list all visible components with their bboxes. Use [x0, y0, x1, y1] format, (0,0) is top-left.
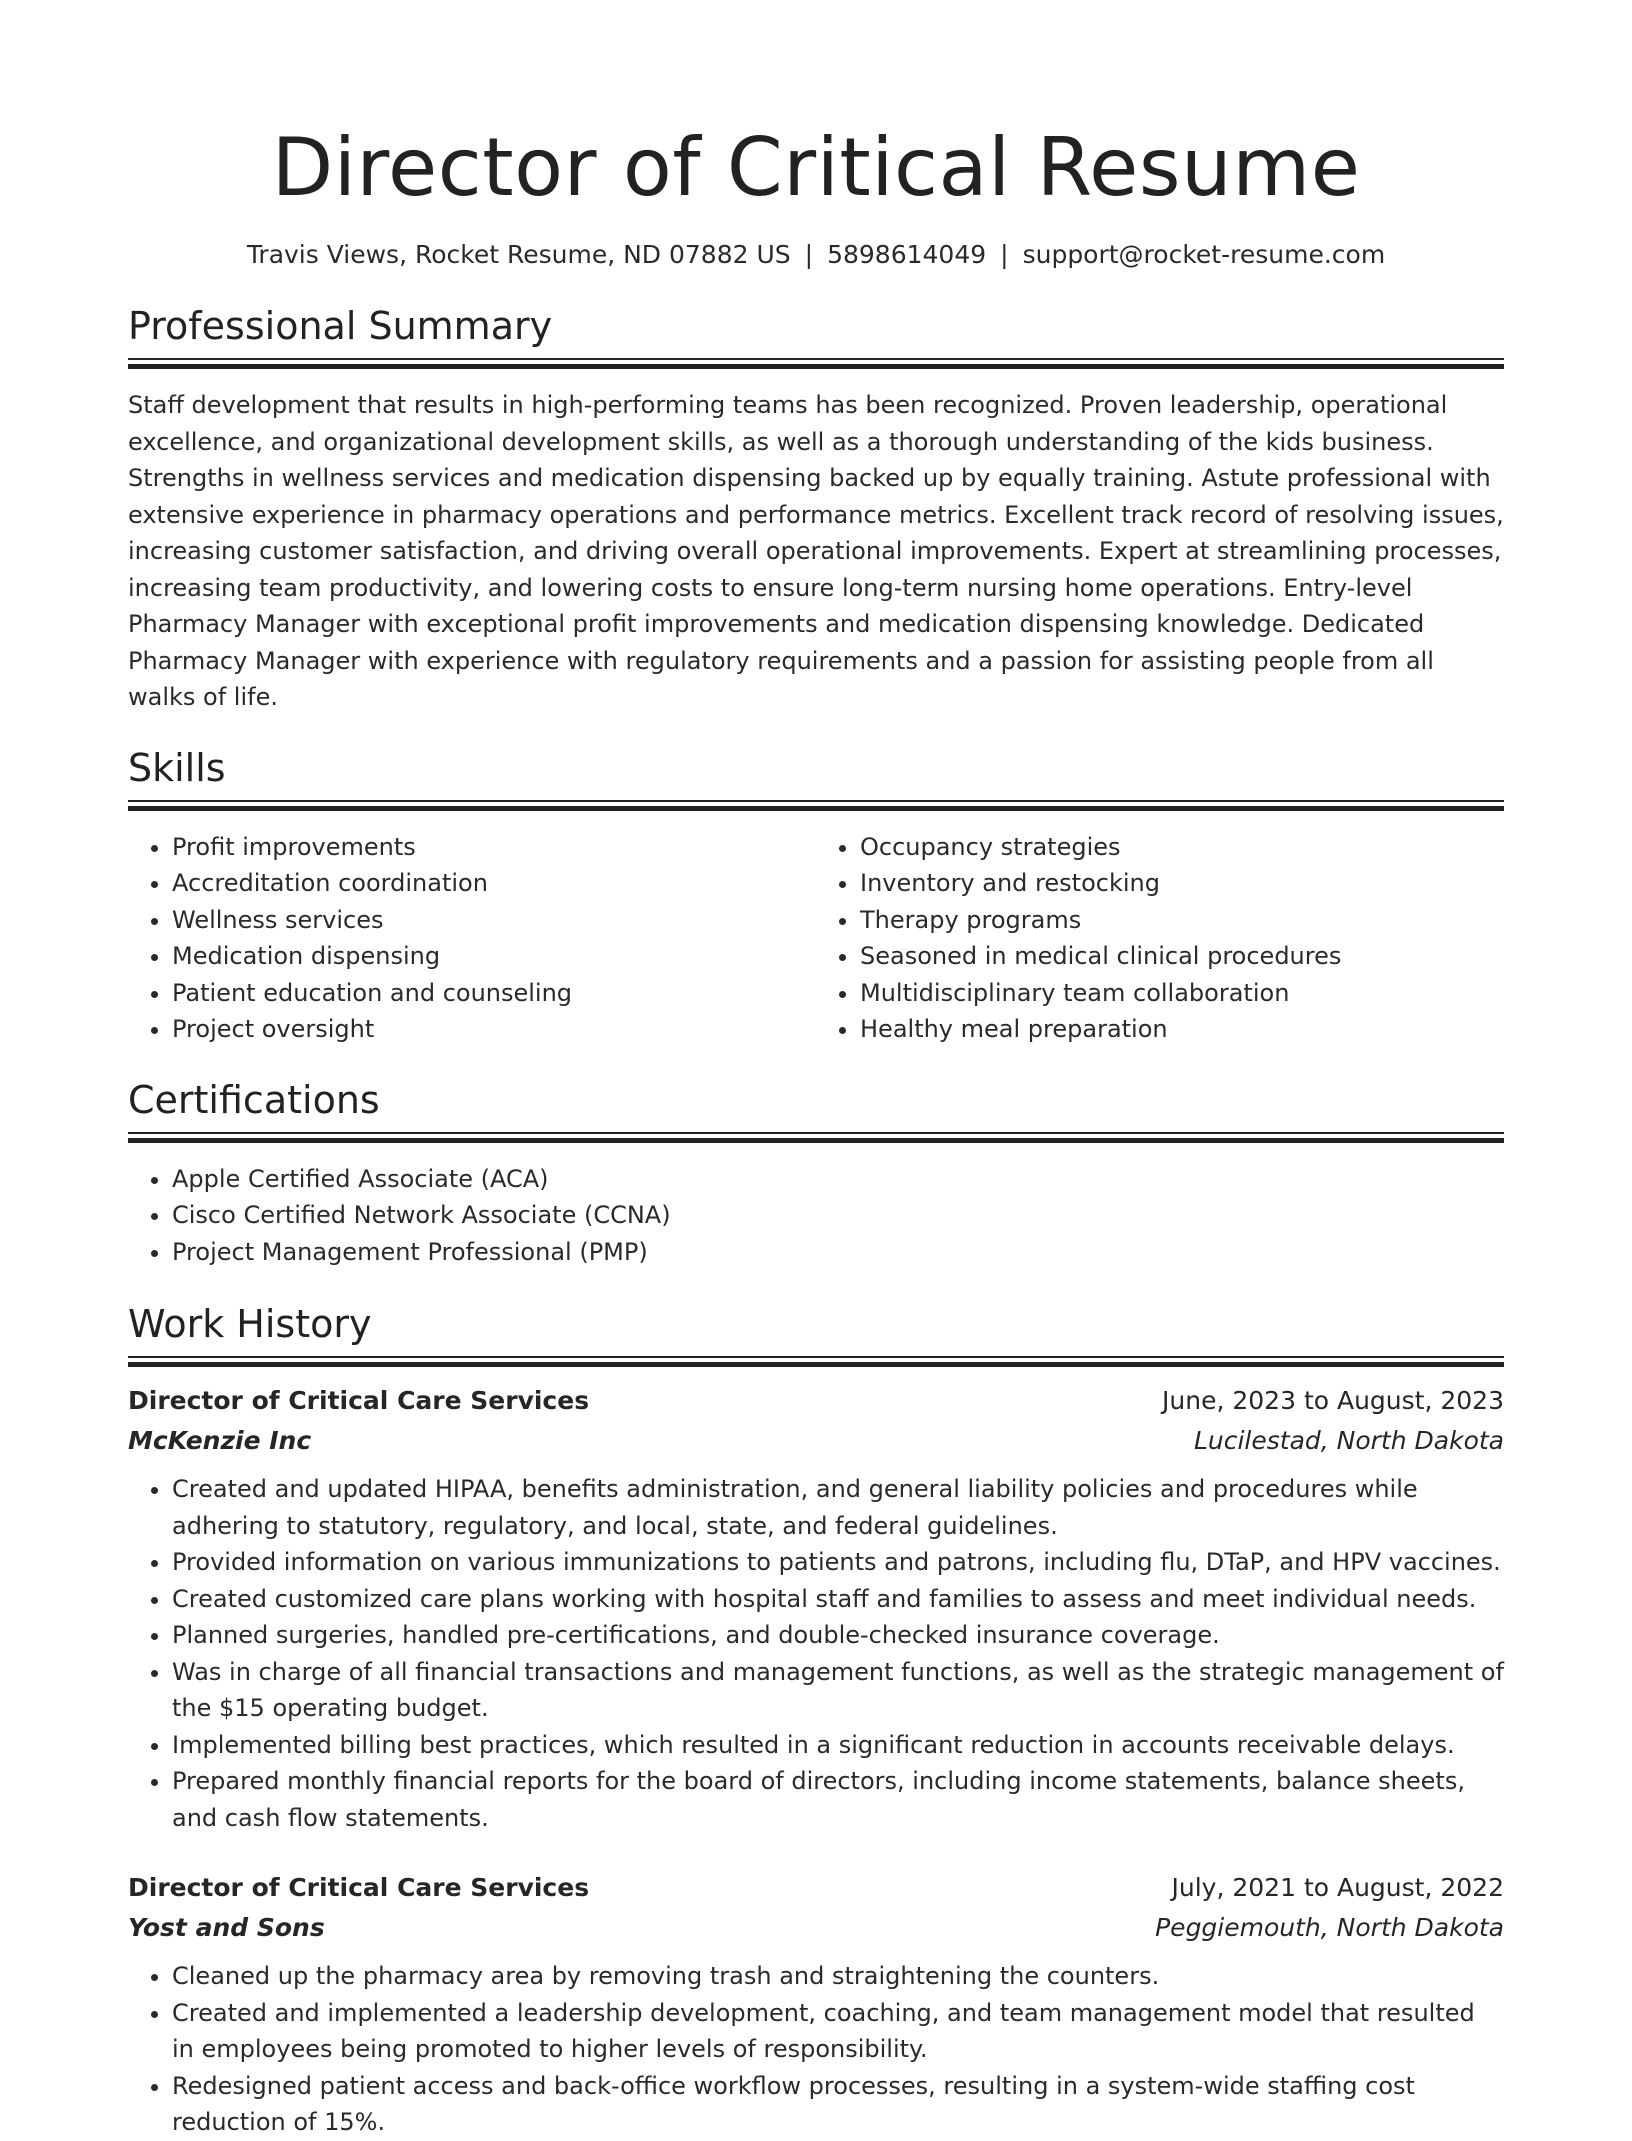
job-bullet: • Cleaned up the pharmacy area by removing trash and straightening the counters. — [172, 1958, 1504, 1995]
skill-item: • Profit improvements — [172, 829, 816, 866]
section-title-work-history: Work History — [128, 1302, 372, 1346]
skill-item: • Accreditation coordination — [172, 865, 816, 902]
job-company: Yost and Sons — [128, 1913, 325, 1942]
resume-page — [128, 0, 1504, 2141]
skills-list-right — [816, 829, 1504, 1048]
job-location: Peggiemouth, North Dakota — [1155, 1913, 1504, 1942]
job-bullet: • Provided information on various immunizations to patients and patrons, including flu, DTaP, and HPV vaccines. — [172, 1544, 1504, 1581]
section-divider — [128, 1132, 1504, 1143]
job-title: Director of Critical Care Services — [128, 1873, 590, 1902]
certifications-section — [128, 1076, 1504, 1271]
job-bullet: • Created customized care plans working with hospital staff and families to assess and meet individual needs. — [172, 1581, 1504, 1618]
section-divider — [128, 1356, 1504, 1367]
summary-section — [128, 302, 1504, 716]
skills-section — [128, 744, 1504, 1048]
job-entry — [128, 1868, 1504, 2141]
job-bullet: • Implemented billing best practices, which resulted in a significant reduction in accounts receivable delays. — [172, 1727, 1504, 1764]
section-title-skills: Skills — [128, 745, 226, 790]
job-subheader — [128, 1908, 1504, 1948]
contact-separator: | — [804, 240, 814, 269]
work-history-section — [128, 1300, 1504, 2141]
certifications-list — [128, 1161, 1504, 1271]
certification-item: • Project Management Professional (PMP) — [172, 1234, 1504, 1271]
job-bullet: • Was in charge of all financial transactions and management functions, as well as the strategic management of the $15 operating budget. — [172, 1654, 1504, 1727]
skill-item: • Project oversight — [172, 1011, 816, 1048]
section-title-summary: Professional Summary — [128, 304, 553, 348]
job-bullet: • Redesigned patient access and back-office workflow processes, resulting in a system-wide staffing cost reduction of 15%. — [172, 2068, 1504, 2141]
skill-item: • Patient education and counseling — [172, 975, 816, 1012]
skill-item: • Occupancy strategies — [860, 829, 1504, 866]
job-bullet: • Created and implemented a leadership development, coaching, and team management model that resulted in employees being promoted to higher levels of responsibility. — [172, 1995, 1504, 2068]
section-divider — [128, 358, 1504, 369]
summary-text: Staff development that results in high-performing teams has been recognized. Proven leadership, operational excellence, and organizational development skills, as well as a thorough understanding of the kids business. Strengths in wellness services and medication dispensing backed up by equally training. Astute professional with extensive experience in pharmacy operations and performance metrics. Excellent track record of resolving issues, increasing customer satisfaction, and driving overall operational improvements. Expert at streamlining processes, increasing team productivity, and lowering costs to ensure long-term nursing home operations. Entry-level Pharmacy Manager with exceptional profit improvements and medication dispensing knowledge. Dedicated Pharmacy Manager with experience with regulatory requirements and a passion for assisting people from all walks of life. — [128, 391, 1504, 711]
skill-item: • Wellness services — [172, 902, 816, 939]
section-title-certifications: Certifications — [128, 1077, 380, 1122]
section-divider — [128, 800, 1504, 811]
certification-item: • Apple Certified Associate (ACA) — [172, 1161, 1504, 1198]
job-bullets — [128, 1471, 1504, 1836]
skill-item: • Healthy meal preparation — [860, 1011, 1504, 1048]
contact-email: support@rocket-resume.com — [1022, 240, 1386, 269]
job-bullet: • Planned surgeries, handled pre-certifications, and double-checked insurance coverage. — [172, 1617, 1504, 1654]
job-bullet: • Created and updated HIPAA, benefits administration, and general liability policies and procedures while adhering to statutory, regulatory, and local, state, and federal guidelines. — [172, 1471, 1504, 1544]
resume-title: Director of Critical Resume — [271, 121, 1361, 214]
job-entry — [128, 1381, 1504, 1836]
contact-phone: 5898614049 — [827, 240, 987, 269]
job-header — [128, 1868, 1504, 1908]
contact-address: Travis Views, Rocket Resume, ND 07882 US — [246, 240, 791, 269]
job-subheader — [128, 1421, 1504, 1461]
contact-line — [128, 238, 1504, 272]
job-dates: July, 2021 to August, 2022 — [1171, 1873, 1504, 1902]
job-company: McKenzie Inc — [128, 1426, 312, 1455]
certification-item: • Cisco Certified Network Associate (CCNA) — [172, 1197, 1504, 1234]
job-header — [128, 1381, 1504, 1421]
contact-separator: | — [1000, 240, 1009, 269]
job-bullets — [128, 1958, 1504, 2141]
skills-list-left — [128, 829, 816, 1048]
job-title: Director of Critical Care Services — [128, 1386, 590, 1415]
skill-item: • Inventory and restocking — [860, 865, 1504, 902]
job-location: Lucilestad, North Dakota — [1193, 1426, 1504, 1455]
job-bullet: • Prepared monthly financial reports for the board of directors, including income statements, balance sheets, and cash flow statements. — [172, 1763, 1504, 1836]
skill-item: • Seasoned in medical clinical procedures — [860, 938, 1504, 975]
job-dates: June, 2023 to August, 2023 — [1162, 1386, 1504, 1415]
skill-item: • Multidisciplinary team collaboration — [860, 975, 1504, 1012]
skill-item: • Therapy programs — [860, 902, 1504, 939]
skill-item: • Medication dispensing — [172, 938, 816, 975]
skills-grid — [128, 829, 1504, 1048]
